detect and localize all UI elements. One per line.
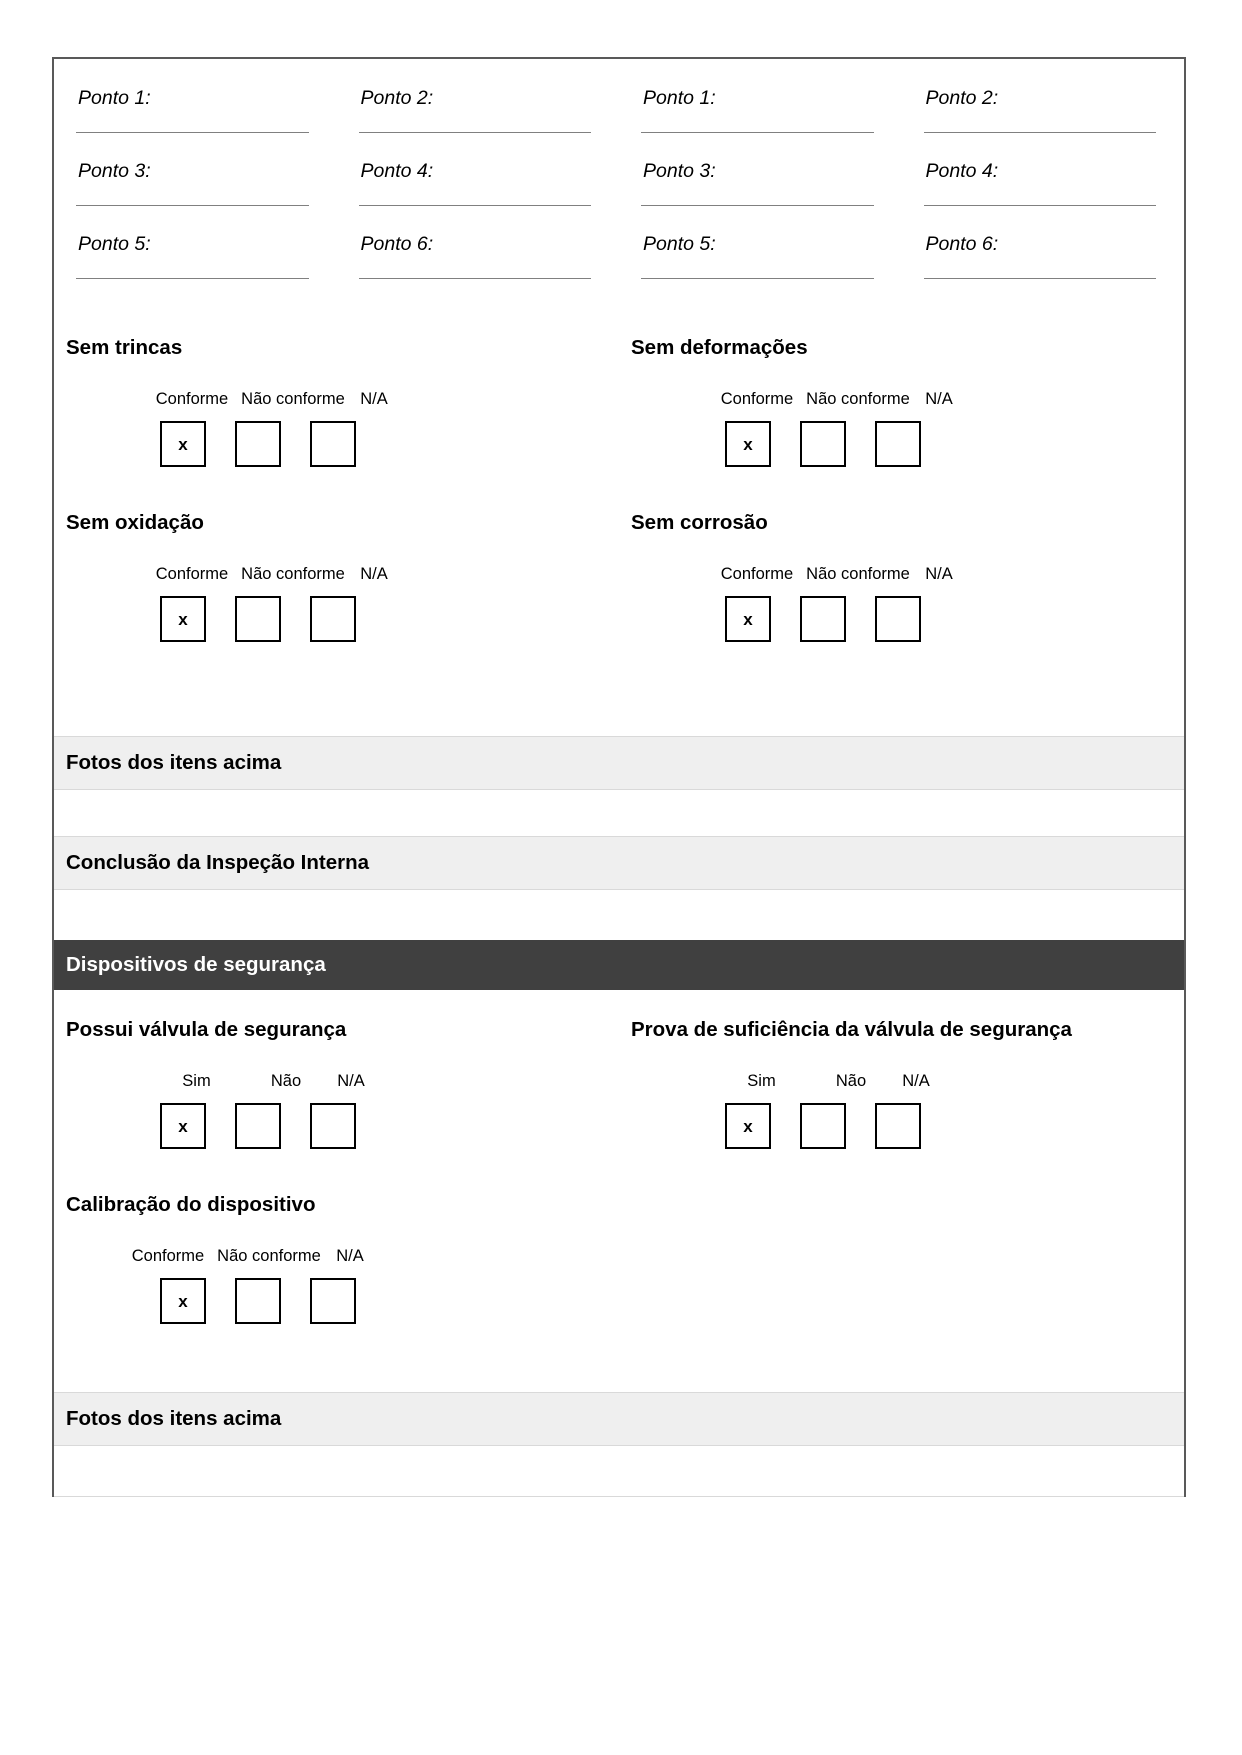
checkbox-nao-conforme[interactable]	[800, 421, 846, 467]
checkbox-nao-conforme[interactable]	[235, 421, 281, 467]
option-labels	[54, 1072, 619, 1091]
checkbox-na[interactable]	[875, 596, 921, 642]
spacer	[54, 1149, 1184, 1193]
checkbox-conforme[interactable]: x	[160, 421, 206, 467]
option-label-nao-conforme: Não conforme	[241, 565, 345, 583]
option-label-nao: Não	[835, 1072, 867, 1090]
conclusao-content-area[interactable]	[54, 890, 1184, 940]
option-label-na: N/A	[902, 1072, 930, 1090]
checkbox-conforme[interactable]: x	[725, 421, 771, 467]
ponto-label: Ponto 5:	[78, 233, 151, 255]
option-label-sim: Sim	[747, 1072, 776, 1090]
check-item-sem-trincas	[54, 336, 619, 467]
check-item-title: Sem corrosão	[631, 511, 768, 534]
option-label-nao-conforme: Não conforme	[806, 565, 910, 583]
ponto-label: Ponto 2:	[925, 87, 999, 109]
check-item-calibracao	[54, 1193, 619, 1324]
checkbox-nao-conforme[interactable]	[800, 596, 846, 642]
ponto-write-line[interactable]	[76, 205, 309, 206]
ponto-write-line[interactable]	[359, 205, 592, 206]
fotos-1-content-area[interactable]	[54, 790, 1184, 836]
ponto-field[interactable]	[619, 235, 902, 308]
checkbox-nao-conforme[interactable]	[235, 1278, 281, 1324]
option-label-na: N/A	[360, 565, 388, 583]
ponto-field[interactable]	[54, 89, 337, 162]
option-labels	[619, 565, 1184, 584]
ponto-label: Ponto 6:	[360, 233, 434, 255]
check-row	[54, 1018, 1184, 1149]
check-row-filler	[619, 1193, 1184, 1324]
option-label-sim: Sim	[182, 1072, 211, 1090]
ponto-label: Ponto 4:	[925, 160, 999, 182]
option-label-conforme: Conforme	[720, 565, 794, 583]
pontos-row	[54, 162, 1184, 235]
ponto-write-line[interactable]	[924, 132, 1157, 133]
ponto-label: Ponto 3:	[78, 160, 151, 182]
option-label-na: N/A	[337, 1072, 365, 1090]
section-header-dispositivos-seguranca: Dispositivos de segurança	[54, 940, 1184, 990]
option-labels	[619, 390, 1184, 409]
pontos-measurement-grid	[54, 59, 1184, 336]
pontos-row	[54, 89, 1184, 162]
ponto-label: Ponto 6:	[925, 233, 999, 255]
section-header-fotos-2: Fotos dos itens acima	[54, 1392, 1184, 1446]
check-item-title: Sem trincas	[66, 336, 183, 359]
option-label-conforme: Conforme	[155, 565, 229, 583]
option-labels	[54, 1247, 619, 1266]
check-row	[54, 1193, 1184, 1324]
option-label-conforme: Conforme	[155, 390, 229, 408]
ponto-write-line[interactable]	[641, 132, 874, 133]
checkbox-na[interactable]	[310, 421, 356, 467]
spacer	[54, 467, 1184, 511]
check-item-possui-valvula	[54, 1018, 619, 1149]
option-label-nao: Não	[270, 1072, 302, 1090]
pontos-row	[54, 235, 1184, 308]
ponto-write-line[interactable]	[359, 132, 592, 133]
spacer	[54, 1324, 1184, 1384]
checkbox-nao[interactable]	[800, 1103, 846, 1149]
table-bottom-border	[54, 1496, 1184, 1497]
ponto-label: Ponto 5:	[643, 233, 716, 255]
option-label-na: N/A	[925, 565, 953, 583]
option-label-na: N/A	[360, 390, 388, 408]
checkbox-group	[619, 596, 1184, 642]
option-labels	[54, 390, 619, 409]
ponto-field[interactable]	[337, 235, 620, 308]
check-row	[54, 511, 1184, 642]
check-item-title: Calibração do dispositivo	[66, 1193, 316, 1216]
option-label-conforme: Conforme	[720, 390, 794, 408]
check-item-title: Prova de suficiência da válvula de segurança	[631, 1018, 1072, 1041]
checkbox-group	[619, 421, 1184, 467]
ponto-field[interactable]	[619, 89, 902, 162]
check-item-title: Sem deformações	[631, 336, 808, 359]
ponto-label: Ponto 3:	[643, 160, 716, 182]
spacer	[54, 990, 1184, 1018]
ponto-field[interactable]	[902, 89, 1185, 162]
checkbox-group	[54, 1278, 619, 1324]
ponto-field[interactable]	[54, 162, 337, 235]
ponto-field[interactable]	[54, 235, 337, 308]
ponto-label: Ponto 2:	[360, 87, 434, 109]
checkbox-group	[54, 421, 619, 467]
option-label-na: N/A	[925, 390, 953, 408]
ponto-field[interactable]	[337, 162, 620, 235]
ponto-write-line[interactable]	[924, 205, 1157, 206]
option-label-na: N/A	[336, 1247, 364, 1265]
ponto-field[interactable]	[902, 235, 1185, 308]
ponto-field[interactable]	[619, 162, 902, 235]
checkbox-group	[619, 1103, 1184, 1149]
check-item-title: Sem oxidação	[66, 511, 204, 534]
checkbox-nao-conforme[interactable]	[235, 596, 281, 642]
option-labels	[619, 1072, 1184, 1091]
checkbox-na[interactable]	[875, 421, 921, 467]
checkbox-na[interactable]	[310, 1103, 356, 1149]
ponto-label: Ponto 1:	[643, 87, 716, 109]
section-header-fotos-1: Fotos dos itens acima	[54, 736, 1184, 790]
check-item-sem-oxidacao	[54, 511, 619, 642]
check-item-sem-corrosao	[619, 511, 1184, 642]
ponto-field[interactable]	[337, 89, 620, 162]
checkbox-sim[interactable]: x	[160, 1103, 206, 1149]
checkbox-group	[54, 596, 619, 642]
ponto-label: Ponto 4:	[360, 160, 434, 182]
check-row	[54, 336, 1184, 467]
ponto-write-line[interactable]	[359, 278, 592, 279]
section-header-conclusao: Conclusão da Inspeção Interna	[54, 836, 1184, 890]
checkbox-nao[interactable]	[235, 1103, 281, 1149]
ponto-write-line[interactable]	[76, 278, 309, 279]
check-item-title: Possui válvula de segurança	[66, 1018, 347, 1041]
check-item-sem-deformacoes	[619, 336, 1184, 467]
ponto-label: Ponto 1:	[78, 87, 151, 109]
checkbox-group	[54, 1103, 619, 1149]
ponto-write-line[interactable]	[641, 278, 874, 279]
option-label-nao-conforme: Não conforme	[806, 390, 910, 408]
option-label-nao-conforme: Não conforme	[217, 1247, 321, 1265]
checkbox-conforme[interactable]: x	[160, 1278, 206, 1324]
checkbox-conforme[interactable]: x	[725, 596, 771, 642]
inspection-form-table	[52, 57, 1186, 1497]
option-labels	[54, 565, 619, 584]
check-item-prova-suficiencia	[619, 1018, 1184, 1149]
ponto-field[interactable]	[902, 162, 1185, 235]
option-label-nao-conforme: Não conforme	[241, 390, 345, 408]
ponto-write-line[interactable]	[76, 132, 309, 133]
checkbox-na[interactable]	[875, 1103, 921, 1149]
option-label-conforme: Conforme	[131, 1247, 205, 1265]
checkbox-sim[interactable]: x	[725, 1103, 771, 1149]
ponto-write-line[interactable]	[924, 278, 1157, 279]
visual-inspection-checks	[54, 336, 1184, 736]
spacer	[54, 642, 1184, 728]
ponto-write-line[interactable]	[641, 205, 874, 206]
checkbox-na[interactable]	[310, 1278, 356, 1324]
fotos-2-content-area[interactable]	[54, 1446, 1184, 1496]
checkbox-na[interactable]	[310, 596, 356, 642]
safety-device-checks	[54, 990, 1184, 1392]
checkbox-conforme[interactable]: x	[160, 596, 206, 642]
